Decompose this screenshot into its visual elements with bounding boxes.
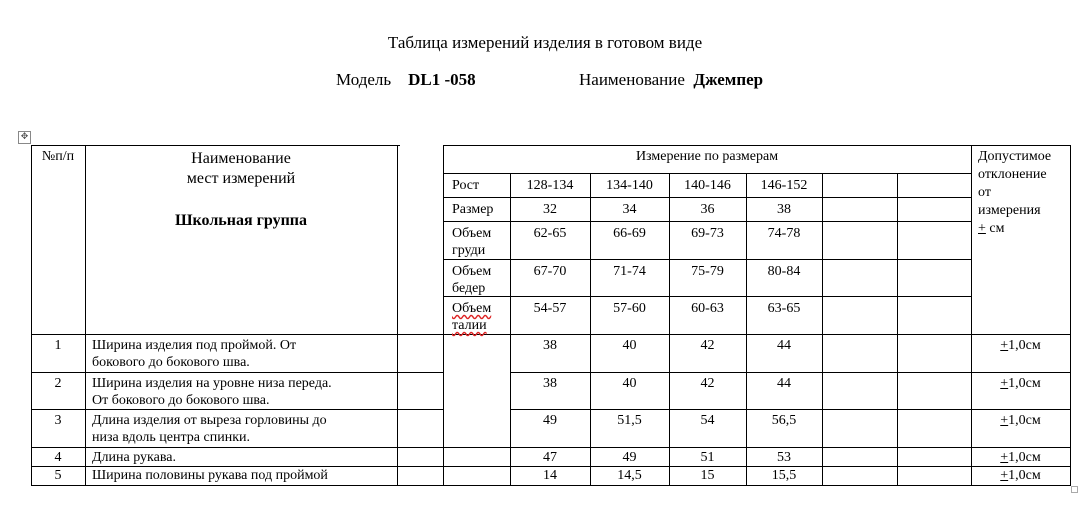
header-tolerance-4: измерения	[978, 203, 1041, 218]
model-value: DL1 -058	[408, 70, 476, 89]
size-value: 134-140	[606, 178, 653, 193]
size-value: 71-74	[613, 264, 646, 279]
row-desc: Ширина изделия под проймой. От	[92, 338, 297, 353]
size-value: 60-63	[691, 301, 724, 316]
header-tolerance-3: от	[978, 185, 991, 200]
row-value: 53	[777, 450, 791, 465]
row-desc-2: От бокового до бокового шва.	[92, 393, 270, 408]
row-desc-2: низа вдоль центра спинки.	[92, 430, 250, 445]
size-row-label: Объем	[452, 226, 492, 241]
row-desc: Ширина изделия на уровне низа переда.	[92, 376, 332, 391]
size-value: 34	[622, 202, 637, 217]
size-value: 38	[777, 202, 791, 217]
size-value: 66-69	[613, 226, 646, 241]
product-name-label: Наименование	[579, 70, 685, 89]
header-measure-title: Измерение по размерам	[635, 149, 779, 164]
row-value: 51	[700, 450, 715, 465]
model-label: Модель	[336, 70, 392, 89]
row-desc: Ширина половины рукава под проймой	[92, 468, 328, 483]
row-tolerance: +1,0см	[1000, 376, 1041, 391]
row-value: 14	[543, 468, 557, 483]
model-line	[336, 70, 476, 90]
row-tolerance: +1,0см	[1000, 413, 1041, 428]
row-tolerance: +1,0см	[1000, 450, 1041, 465]
header-num: №п/п	[41, 149, 75, 164]
size-value: 75-79	[691, 264, 724, 279]
size-value: 80-84	[767, 264, 801, 279]
row-value: 40	[622, 338, 637, 353]
row-num: 5	[54, 468, 62, 483]
size-row-label: Объем	[452, 264, 492, 279]
row-value: 42	[700, 338, 715, 353]
row-value: 14,5	[617, 468, 642, 483]
row-value: 38	[543, 338, 557, 353]
header-tolerance-2: отклонение	[978, 167, 1047, 182]
row-value: 49	[622, 450, 637, 465]
header-name-line2: мест измерений	[186, 170, 296, 187]
row-num: 4	[54, 450, 62, 465]
size-row-label-2: груди	[452, 243, 486, 258]
size-value: 74-78	[767, 226, 801, 241]
row-desc: Длина рукава.	[92, 450, 176, 465]
row-value: 56,5	[771, 413, 797, 428]
size-row-label: Рост	[452, 178, 480, 193]
row-desc: Длина изделия от выреза горловины до	[92, 413, 327, 428]
size-value: 128-134	[526, 178, 574, 193]
size-value: 36	[700, 202, 715, 217]
size-value: 67-70	[533, 264, 567, 279]
size-row-label-2: бедер	[452, 281, 486, 296]
row-tolerance: +1,0см	[1000, 468, 1041, 483]
document-title: Таблица измерений изделия в готовом виде	[387, 33, 703, 52]
row-value: 15,5	[771, 468, 797, 483]
row-value: 44	[777, 376, 791, 391]
size-row-label-2: талии	[452, 318, 487, 333]
header-name-line1: Наименование	[191, 150, 291, 167]
header-group: Школьная группа	[174, 212, 308, 229]
table-resize-handle[interactable]	[1071, 486, 1078, 493]
row-value: 51,5	[617, 413, 642, 428]
size-value: 54-57	[533, 301, 567, 316]
table-move-handle-icon[interactable]: ✥	[18, 131, 31, 144]
row-num: 3	[54, 413, 62, 428]
size-value: 63-65	[767, 301, 801, 316]
row-value: 38	[543, 376, 557, 391]
row-desc-2: бокового до бокового шва.	[92, 355, 250, 370]
size-row-label: Размер	[452, 202, 494, 217]
size-value: 57-60	[613, 301, 646, 316]
size-row-label: Объем	[452, 301, 492, 316]
row-num: 2	[54, 376, 62, 391]
row-value: 15	[700, 468, 715, 483]
row-value: 47	[543, 450, 557, 465]
size-value: 146-152	[760, 178, 808, 193]
row-value: 40	[622, 376, 637, 391]
row-value: 44	[777, 338, 791, 353]
size-value: 69-73	[691, 226, 724, 241]
product-name-line	[579, 70, 763, 90]
header-tolerance-1: Допустимое	[978, 149, 1052, 164]
header-tolerance-5: + см	[978, 221, 1005, 236]
row-value: 49	[543, 413, 557, 428]
size-value: 32	[543, 202, 557, 217]
row-value: 42	[700, 376, 715, 391]
product-name-value: Джемпер	[693, 70, 764, 89]
size-value: 62-65	[533, 226, 567, 241]
row-value: 54	[700, 413, 715, 428]
row-tolerance: +1,0см	[1000, 338, 1041, 353]
size-value: 140-146	[684, 178, 731, 193]
row-num: 1	[54, 338, 62, 353]
